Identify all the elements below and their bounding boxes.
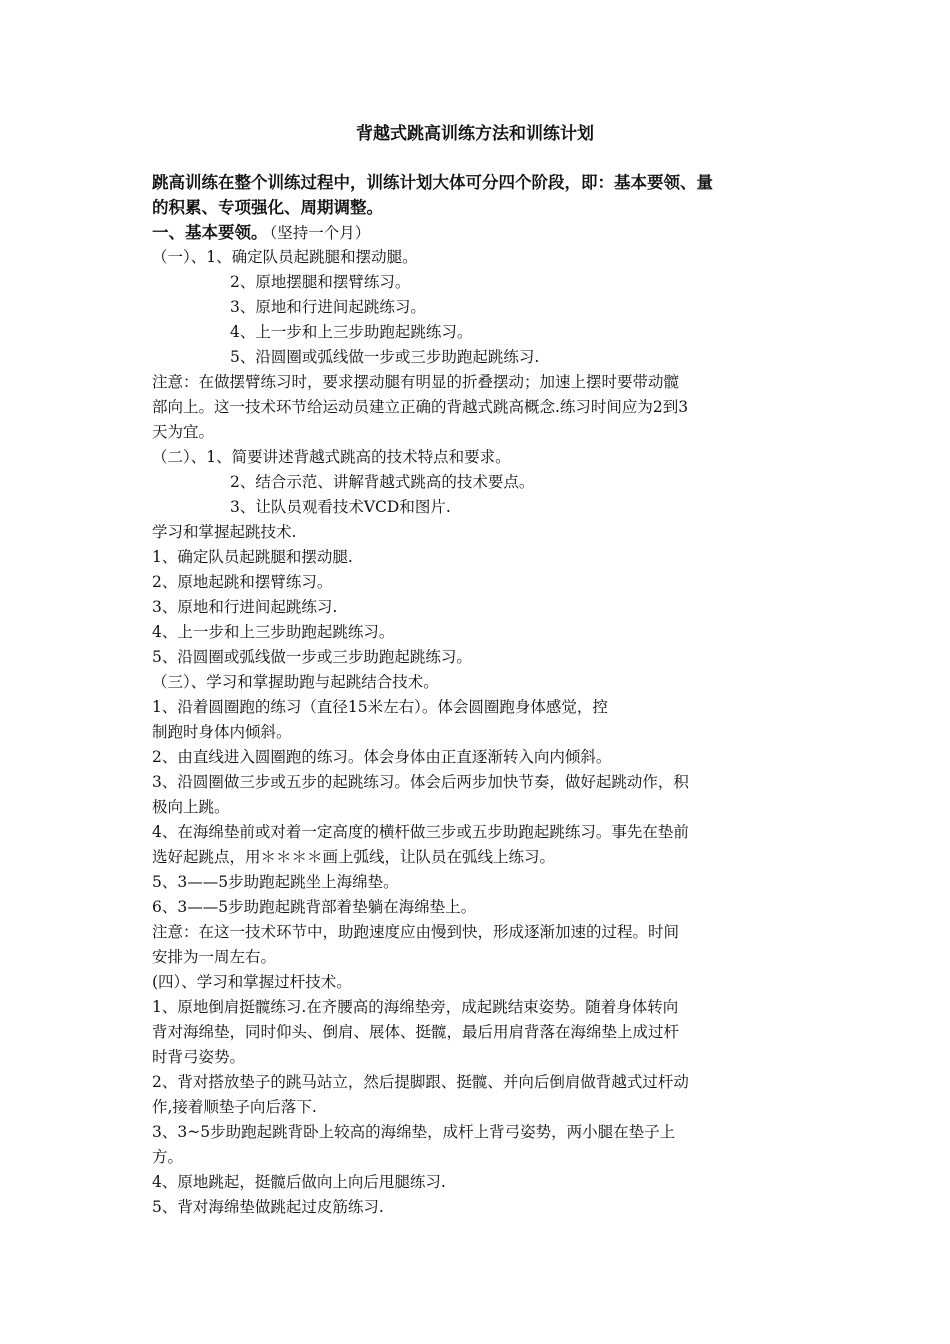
part1-note-line: 部向上。这一技术环节给运动员建立正确的背越式跳高概念.练习时间应为2到3 xyxy=(152,398,689,416)
part4-line: 3、3~5步助跑起跳背卧上较高的海绵垫，成杆上背弓姿势，两小腿在垫子上 xyxy=(152,1123,676,1141)
document-title: 背越式跳高训练方法和训练计划 xyxy=(356,124,594,144)
intro-line: 跳高训练在整个训练过程中，训练计划大体可分四个阶段，即：基本要领、量 xyxy=(152,173,713,192)
part4-label: (四）、学习和掌握过杆技术。 xyxy=(152,973,352,991)
part3-line: 1、沿着圆圈跑的练习（直径15米左右）。体会圆圈跑身体感觉，控 xyxy=(152,698,608,716)
part2-item: 2、结合示范、讲解背越式跳高的技术要点。 xyxy=(230,473,535,491)
part3-label: （三）、学习和掌握助跑与起跳结合技术。 xyxy=(152,673,439,691)
part1-label: （一）、1、确定队员起跳腿和摆动腿。 xyxy=(152,248,418,266)
part1-note-line: 注意：在做摆臂练习时，要求摆动腿有明显的折叠摆动；加速上摆时要带动髋 xyxy=(152,373,680,391)
part2-label: （二）、1、简要讲述背越式跳高的技术特点和要求。 xyxy=(152,448,511,466)
part3-line: 4、在海绵垫前或对着一定高度的横杆做三步或五步助跑起跳练习。事先在垫前 xyxy=(152,823,689,841)
part2-item: 3、让队员观看技术VCD和图片. xyxy=(230,498,451,516)
part4-line: 时背弓姿势。 xyxy=(152,1048,246,1066)
part1-item: 5、沿圆圈或弧线做一步或三步助跑起跳练习. xyxy=(230,348,540,366)
part1-item: 3、原地和行进间起跳练习。 xyxy=(230,298,426,316)
part3-line: 5、3——5步助跑起跳坐上海绵垫。 xyxy=(152,873,399,891)
part3-line: 选好起跳点，用＊＊＊＊画上弧线，让队员在弧线上练习。 xyxy=(152,848,556,866)
part3-line: 2、由直线进入圆圈跑的练习。体会身体由正直逐渐转入向内倾斜。 xyxy=(152,748,612,766)
part3-line: 安排为一周左右。 xyxy=(152,948,277,966)
part4-line: 方。 xyxy=(152,1148,184,1166)
part3-line: 3、沿圆圈做三步或五步的起跳练习。体会后两步加快节奏，做好起跳动作，积 xyxy=(152,773,689,791)
part2-sub-item: 4、上一步和上三步助跑起跳练习。 xyxy=(152,623,395,641)
part1-item: 4、上一步和上三步助跑起跳练习。 xyxy=(230,323,473,341)
part2-sub-item: 3、原地和行进间起跳练习. xyxy=(152,598,338,616)
section1-note: （坚持一个月） xyxy=(269,224,371,242)
part3-line: 制跑时身体内倾斜。 xyxy=(152,723,292,741)
section1-heading-line xyxy=(152,220,812,245)
part2-sub-item: 5、沿圆圈或弧线做一步或三步助跑起跳练习。 xyxy=(152,648,472,666)
part4-line: 4、原地跳起，挺髋后做向上向后甩腿练习. xyxy=(152,1173,446,1191)
part4-line: 1、原地倒肩挺髋练习.在齐腰高的海绵垫旁，成起跳结束姿势。随着身体转向 xyxy=(152,998,679,1016)
part4-line: 背对海绵垫，同时仰头、倒肩、展体、挺髋，最后用肩背落在海绵垫上成过杆 xyxy=(152,1023,680,1041)
part2-sub-heading: 学习和掌握起跳技术. xyxy=(152,523,297,541)
part3-line: 6、3——5步助跑起跳背部着垫躺在海绵垫上。 xyxy=(152,898,477,916)
part3-line: 注意：在这一技术环节中，助跑速度应由慢到快，形成逐渐加速的过程。时间 xyxy=(152,923,680,941)
document-body xyxy=(152,170,812,1220)
part1-item: 2、原地摆腿和摆臂练习。 xyxy=(230,273,411,291)
part2-sub-item: 2、原地起跳和摆臂练习。 xyxy=(152,573,333,591)
section1-heading: 一、基本要领。 xyxy=(152,223,268,242)
part2-sub-item: 1、确定队员起跳腿和摆动腿. xyxy=(152,548,353,566)
part4-line: 2、背对搭放垫子的跳马站立，然后提脚跟、挺髋、并向后倒肩做背越式过杆动 xyxy=(152,1073,689,1091)
part3-line: 极向上跳。 xyxy=(152,798,230,816)
part4-line: 作,接着顺垫子向后落下. xyxy=(152,1098,317,1116)
part4-line: 5、背对海绵垫做跳起过皮筋练习. xyxy=(152,1198,384,1216)
part1-note-line: 天为宜。 xyxy=(152,423,215,441)
intro-line: 的积累、专项强化、周期调整。 xyxy=(152,198,383,217)
